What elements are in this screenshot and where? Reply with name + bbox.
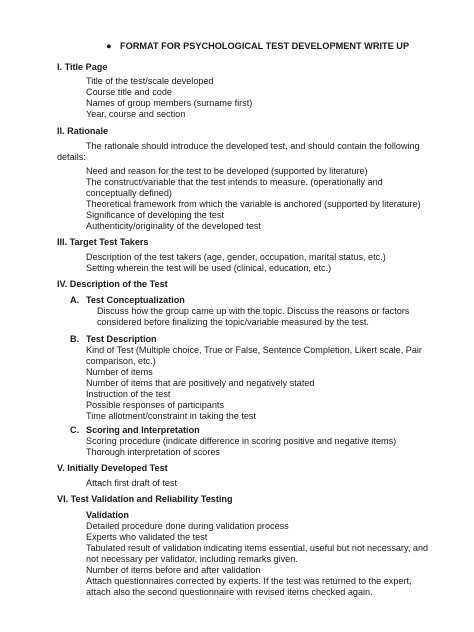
list-item: comparison, etc.): [86, 356, 156, 366]
document-title-text: FORMAT FOR PSYCHOLOGICAL TEST DEVELOPMENT WRITE UP: [120, 41, 410, 51]
list-item: Scoring procedure (indicate difference in scoring positive and negative items): [86, 436, 397, 446]
subsection-heading-conceptualization: Test Conceptualization: [86, 295, 185, 305]
list-item: Possible responses of participants: [86, 400, 224, 410]
document-title: [106, 41, 409, 52]
list-item: Significance of developing the test: [86, 210, 225, 220]
list-item: Number of items: [86, 367, 153, 377]
section-heading-validation: VI. Test Validation and Reliability Testing: [57, 494, 233, 504]
list-item: Kind of Test (Multiple choice, True or False, Sentence Completion, Likert scale, Pair: [86, 345, 422, 355]
list-item: conceptually defined): [86, 188, 172, 198]
subsection-heading-test-description: Test Description: [86, 334, 157, 344]
list-item: considered before finalizing the topic/variable measured by the test.: [97, 317, 369, 327]
section-heading-initial-test: V. Initially Developed Test: [57, 463, 168, 473]
list-item: Attach questionnaires corrected by experts. If the test was returned to the expert,: [86, 576, 412, 586]
list-item: Course title and code: [86, 87, 172, 97]
list-item: Instruction of the test: [86, 389, 171, 399]
list-item: Tabulated result of validation indicating items essential, useful but not necessary, and: [86, 543, 429, 553]
list-item: Theoretical framework from which the variable is anchored (supported by literature): [86, 199, 421, 209]
list-item: Discuss how the group came up with the topic. Discuss the reasons or factors: [97, 306, 410, 316]
list-item: Thorough interpretation of scores: [86, 447, 220, 457]
list-item: attach also the second questionnaire with revised items checked again.: [86, 587, 373, 597]
section-heading-rationale: II. Rationale: [57, 126, 109, 136]
subsection-letter: B.: [70, 334, 80, 344]
list-item: Number of items that are positively and negatively stated: [86, 378, 315, 388]
list-item: Attach first draft of test: [86, 478, 177, 488]
list-item: Need and reason for the test to be developed (supported by literature): [86, 166, 368, 176]
list-item: Description of the test takers (age, gender, occupation, marital status, etc.): [86, 252, 386, 262]
subsection-heading-scoring: Scoring and Interpretation: [86, 425, 200, 435]
section-heading-target-test-takers: III. Target Test Takers: [57, 237, 149, 247]
list-item: The construct/variable that the test intends to measure. (operationally and: [86, 177, 383, 187]
paragraph-line: details:: [57, 152, 86, 162]
bullet-icon: ●: [106, 41, 112, 51]
list-item: Year, course and section: [86, 109, 186, 119]
list-item: Authenticity/originality of the developed test: [86, 221, 261, 231]
list-item: Experts who validated the test: [86, 532, 208, 542]
list-item: not necessary per validator, including remarks given.: [86, 554, 298, 564]
paragraph-line: The rationale should introduce the developed test, and should contain the following: [86, 141, 420, 151]
section-heading-title-page: I. Title Page: [57, 62, 108, 72]
list-item: Title of the test/scale developed: [86, 76, 214, 86]
list-item: Number of items before and after validation: [86, 565, 261, 575]
list-item: Time allotment/constraint in taking the test: [86, 411, 256, 421]
subsection-letter: C.: [70, 425, 80, 435]
list-item: Detailed procedure done during validation process: [86, 521, 289, 531]
subsection-letter: A.: [70, 295, 80, 305]
list-item: Setting wherein the test will be used (clinical, education, etc.): [86, 263, 332, 273]
list-item: Names of group members (surname first): [86, 98, 253, 108]
subsection-heading-validation: Validation: [86, 510, 129, 520]
section-heading-description: IV. Description of the Test: [57, 279, 168, 289]
